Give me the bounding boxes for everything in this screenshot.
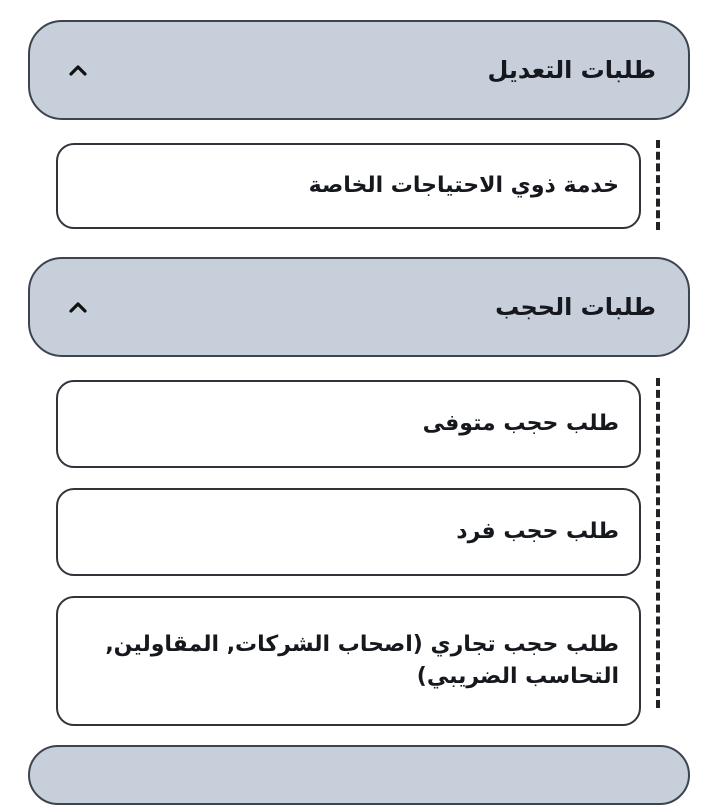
list-item-special-needs-service[interactable] — [56, 143, 641, 229]
list-item-individual-block[interactable] — [56, 488, 641, 576]
list-item-label: طلب حجب تجاري (اصحاب الشركات, المقاولين, التحاسب الضريبي) — [105, 632, 619, 689]
list-item-label: خدمة ذوي الاحتياجات الخاصة — [308, 173, 619, 199]
list-item-deceased-block[interactable] — [56, 380, 641, 468]
section-title: طلبات التعديل — [487, 56, 656, 84]
group-divider-line — [656, 140, 660, 230]
section-header-next[interactable] — [28, 745, 690, 805]
section-header-blocking-requests[interactable] — [28, 257, 690, 357]
group-divider-line — [656, 378, 660, 708]
section-title: طلبات الحجب — [495, 293, 656, 321]
list-item-label: طلب حجب فرد — [456, 519, 619, 545]
section-header-modification-requests[interactable] — [28, 20, 690, 120]
chevron-up-icon[interactable] — [68, 60, 88, 80]
list-item-commercial-block[interactable] — [56, 596, 641, 726]
chevron-up-icon[interactable] — [68, 297, 88, 317]
list-item-label: طلب حجب متوفى — [422, 411, 619, 437]
